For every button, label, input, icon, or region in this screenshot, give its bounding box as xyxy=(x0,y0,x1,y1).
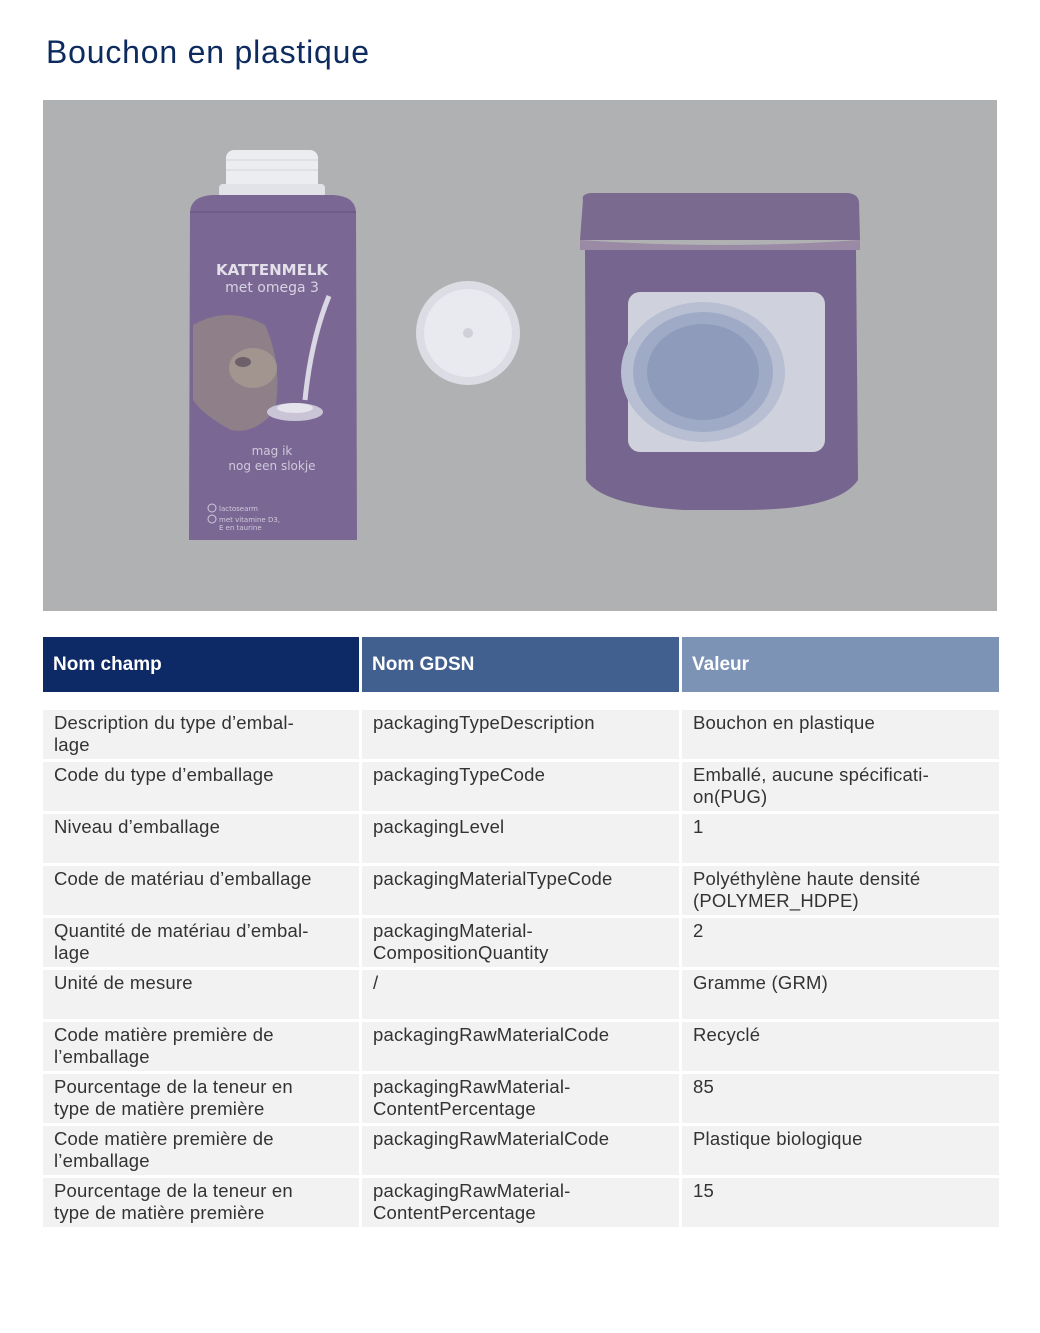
cell-line: Description du type d’embal- xyxy=(54,712,295,733)
cell-valeur xyxy=(682,866,999,915)
cell-nom-champ xyxy=(43,970,359,1019)
cell-line: 2 xyxy=(693,920,704,941)
table-row xyxy=(43,1178,999,1230)
table-header xyxy=(43,637,999,692)
cell-nom-champ xyxy=(43,1022,359,1071)
table-row xyxy=(43,970,999,1022)
cell-line: packagingRawMaterial- xyxy=(373,1180,571,1201)
cell-line: Pourcentage de la teneur en xyxy=(54,1076,293,1097)
cell-line: Pourcentage de la teneur en xyxy=(54,1180,293,1201)
carton-claim-1: lactosearm xyxy=(219,505,258,513)
carton-tagline-1: mag ik xyxy=(251,444,293,458)
cell-line: Unité de mesure xyxy=(54,972,193,993)
cell-line: on(PUG) xyxy=(693,786,768,807)
cell-line: Bouchon en plastique xyxy=(693,712,875,733)
cell-line: l’emballage xyxy=(54,1150,150,1171)
table-row xyxy=(43,866,999,918)
carton-subtitle-text: met omega 3 xyxy=(225,280,319,296)
cell-line: ContentPercentage xyxy=(373,1202,536,1223)
cell-nom-gdsn xyxy=(362,762,679,811)
cell-nom-gdsn xyxy=(362,918,679,967)
cell-line: packagingTypeDescription xyxy=(373,712,595,733)
cell-nom-gdsn xyxy=(362,1178,679,1227)
cell-line: (POLYMER_HDPE) xyxy=(693,890,859,911)
cell-line: ContentPercentage xyxy=(373,1098,536,1119)
cell-line: Code matière première de xyxy=(54,1128,274,1149)
carton-tagline-2: nog een slokje xyxy=(228,459,316,473)
header-nom-champ: Nom champ xyxy=(43,637,359,692)
cell-valeur xyxy=(682,1074,999,1123)
cell-line: 85 xyxy=(693,1076,714,1097)
table-body xyxy=(43,710,999,1230)
cell-line: Code de matériau d’emballage xyxy=(54,868,312,889)
cell-line: Code matière première de xyxy=(54,1024,274,1045)
cell-line: packagingTypeCode xyxy=(373,764,546,785)
cell-line: Quantité de matériau d’embal- xyxy=(54,920,309,941)
table-row xyxy=(43,762,999,814)
cell-valeur xyxy=(682,710,999,759)
cell-line: Plastique biologique xyxy=(693,1128,863,1149)
milk-carton-top xyxy=(580,193,860,510)
cell-line: type de matière première xyxy=(54,1202,265,1223)
cell-line: 1 xyxy=(693,816,704,837)
cell-line: CompositionQuantity xyxy=(373,942,549,963)
cell-line: packagingRawMaterialCode xyxy=(373,1128,610,1149)
table-row xyxy=(43,918,999,970)
cell-line: 15 xyxy=(693,1180,714,1201)
carton-brand-text: KATTENMELK xyxy=(215,261,329,279)
header-nom-gdsn: Nom GDSN xyxy=(362,637,679,692)
cell-valeur xyxy=(682,814,999,863)
cell-valeur xyxy=(682,762,999,811)
carton-claim-2: met vitamine D3, xyxy=(219,516,281,524)
cell-valeur xyxy=(682,1126,999,1175)
table-row xyxy=(43,1022,999,1074)
cell-nom-champ xyxy=(43,1178,359,1227)
cell-line: Emballé, aucune spécificati- xyxy=(693,764,929,785)
cell-nom-champ xyxy=(43,1074,359,1123)
cell-line: lage xyxy=(54,942,90,963)
table-row xyxy=(43,1074,999,1126)
cell-nom-gdsn xyxy=(362,1126,679,1175)
cell-nom-gdsn xyxy=(362,970,679,1019)
cell-line: packagingRawMaterial- xyxy=(373,1076,571,1097)
cell-nom-champ xyxy=(43,710,359,759)
cell-nom-champ xyxy=(43,866,359,915)
cell-nom-gdsn xyxy=(362,1022,679,1071)
cell-nom-champ xyxy=(43,918,359,967)
page-title: Bouchon en plastique xyxy=(46,34,370,70)
cell-line: Gramme (GRM) xyxy=(693,972,828,993)
cell-nom-gdsn xyxy=(362,1074,679,1123)
cell-line: packagingMaterialTypeCode xyxy=(373,868,613,889)
cell-nom-gdsn xyxy=(362,814,679,863)
cell-nom-champ xyxy=(43,814,359,863)
cell-line: lage xyxy=(54,734,90,755)
cell-nom-champ xyxy=(43,1126,359,1175)
cell-line: packagingRawMaterialCode xyxy=(373,1024,610,1045)
cell-line: Code du type d’emballage xyxy=(54,764,274,785)
cell-valeur xyxy=(682,970,999,1019)
product-photo xyxy=(43,100,997,611)
cell-nom-champ xyxy=(43,762,359,811)
cell-line: packagingLevel xyxy=(373,816,505,837)
carton-claim-3: E en taurine xyxy=(219,524,262,532)
cell-line: Niveau d’emballage xyxy=(54,816,221,837)
cell-nom-gdsn xyxy=(362,866,679,915)
cell-valeur xyxy=(682,1022,999,1071)
cell-line: type de matière première xyxy=(54,1098,265,1119)
header-valeur: Valeur xyxy=(682,637,999,692)
table-row xyxy=(43,814,999,866)
milk-carton-front xyxy=(189,150,357,540)
cell-valeur xyxy=(682,918,999,967)
cell-line: / xyxy=(373,972,379,993)
plastic-cap xyxy=(416,281,520,385)
cell-line: Recyclé xyxy=(693,1024,761,1045)
cell-line: packagingMaterial- xyxy=(373,920,533,941)
table-row xyxy=(43,1126,999,1178)
table-row xyxy=(43,710,999,762)
cell-nom-gdsn xyxy=(362,710,679,759)
cell-valeur xyxy=(682,1178,999,1227)
cell-line: l’emballage xyxy=(54,1046,150,1067)
cell-line: Polyéthylène haute densité xyxy=(693,868,921,889)
